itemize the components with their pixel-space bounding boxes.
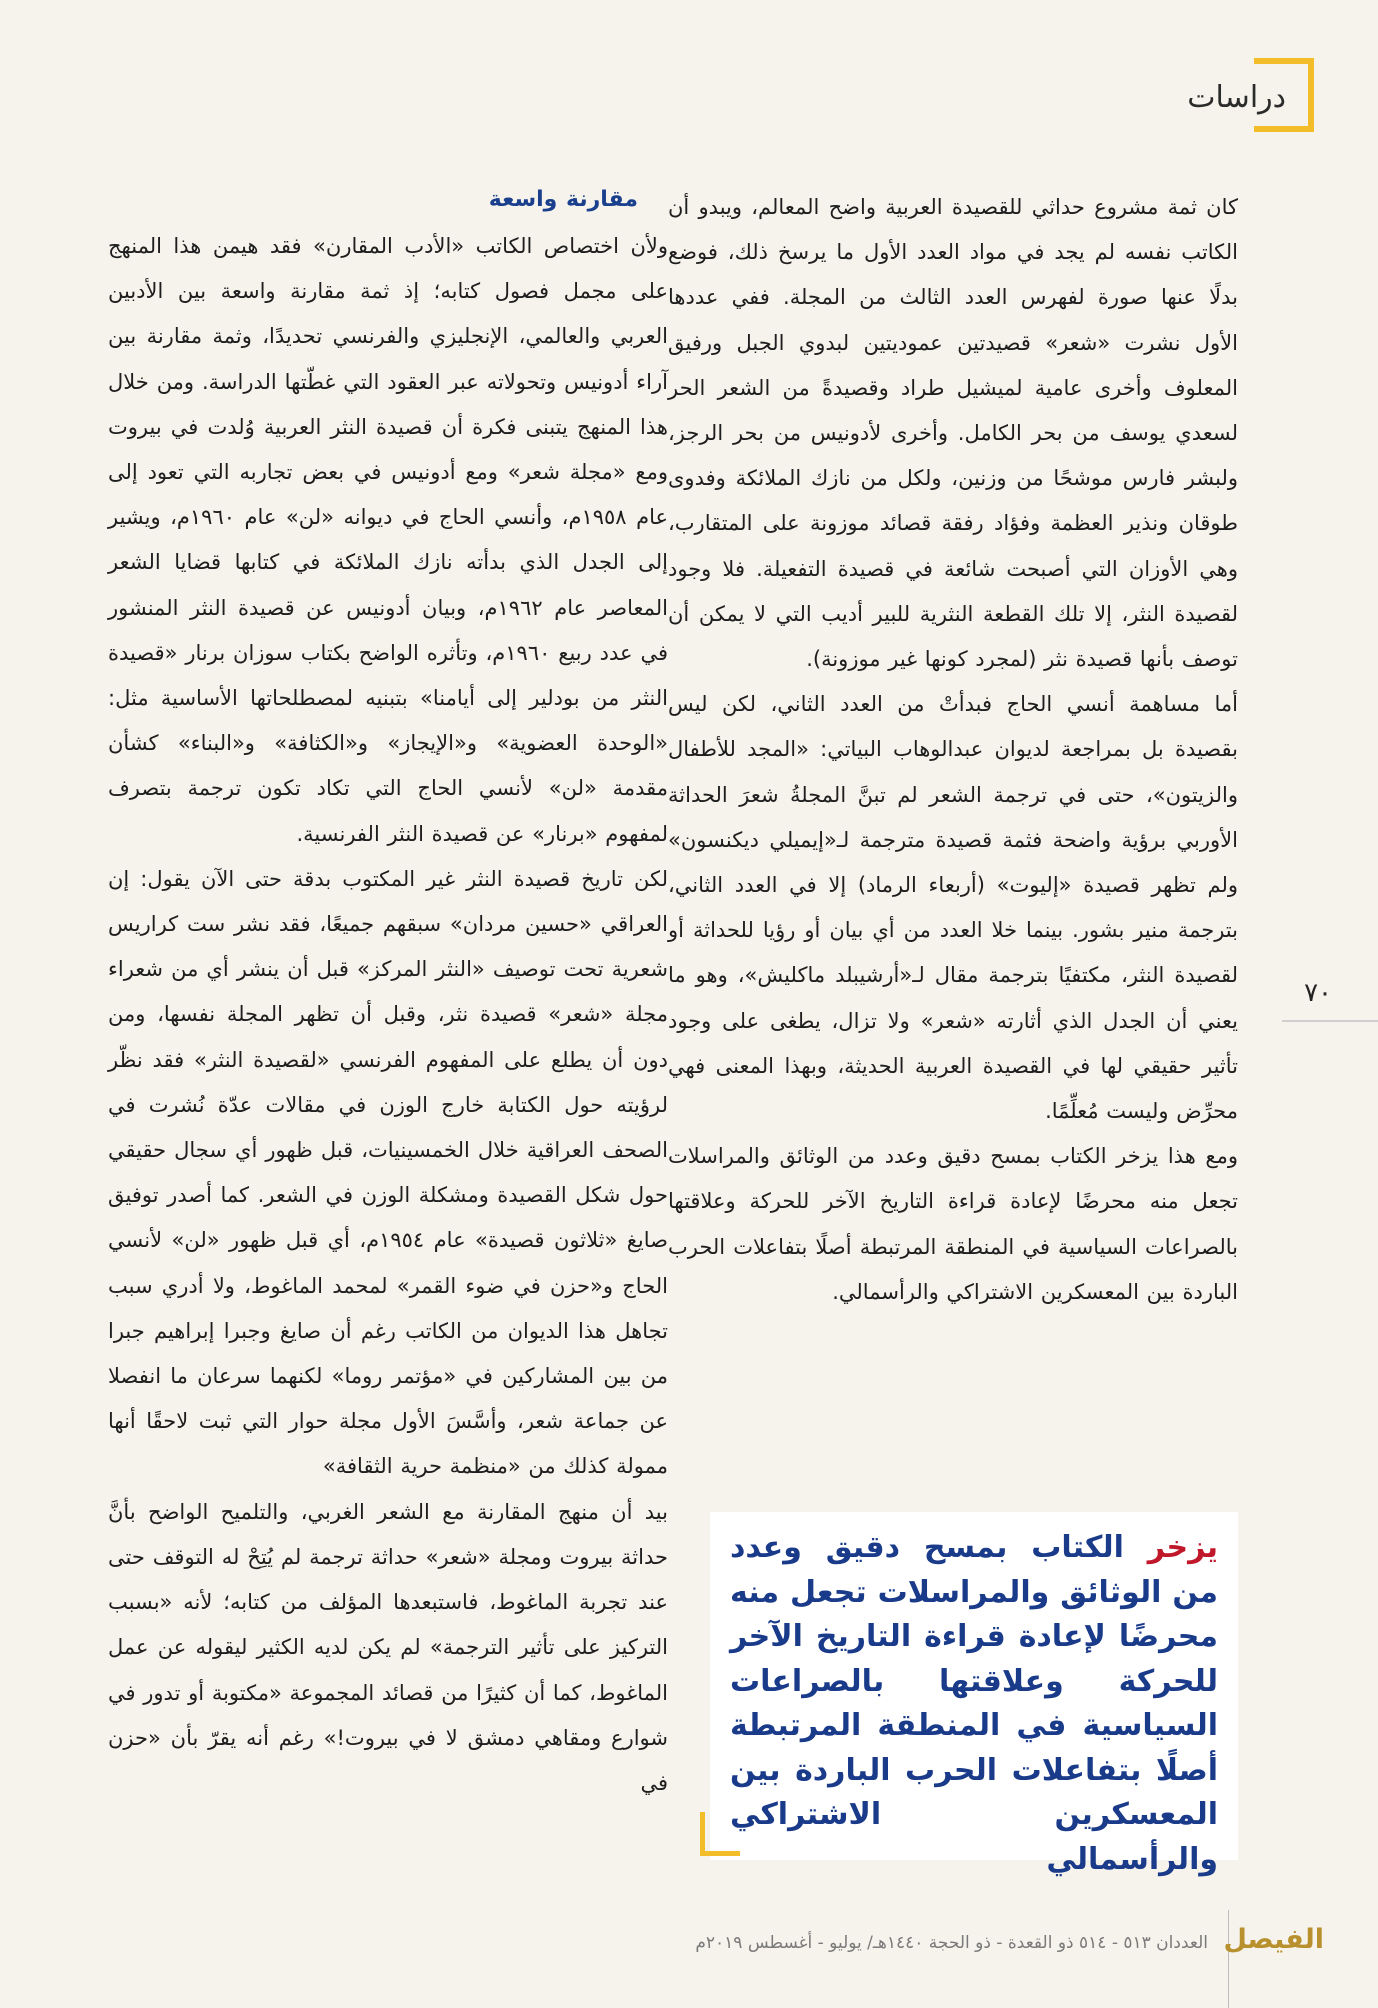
issue-info: العددان ٥١٣ - ٥١٤ ذو القعدة - ذو الحجة ١٤٤٠هـ/ يوليو - أغسطس ٢٠١٩م: [695, 1933, 1208, 1953]
left-column: [108, 176, 668, 1806]
pull-quote-corner: [700, 1812, 740, 1856]
pull-quote: [710, 1512, 1238, 1877]
page-number-rule: [1282, 1020, 1378, 1022]
paragraph: لكن تاريخ قصيدة النثر غير المكتوب بدقة حتى الآن يقول: إن العراقي «حسين مردان» سبقهم جميعًا، فقد نشر ست كراريس شعرية تحت توصيف «النثر المركز» قبل أن ينشر أي من شعراء مجلة «شعر» قصيدة نثر، وقبل أن تظهر المجلة نفسها، ومن دون أن يطلع على المفهوم الفرنسي «لقصيدة النثر» فقد نظّر لرؤيته حول الكتابة خارج الوزن في مقالات عدّة نُشرت في الصحف العراقية خلال الخمسينيات، قبل ظهور أي سجال حقيقي حول شكل القصيدة ومشكلة الوزن في الشعر. كما أصدر توفيق صايغ «ثلاثون قصيدة» عام ١٩٥٤م، أي قبل ظهور «لن» لأنسي الحاج و«حزن في ضوء القمر» لمحمد الماغوط، ولا أدري سبب تجاهل هذا الديوان من الكاتب رغم أن صايغ وجبرا إبراهيم جبرا من بين المشاركين في «مؤتمر روما» لكنهما سرعان ما انفصلا عن جماعة شعر، وأسَّسَ الأول مجلة حوار التي ثبت لاحقًا أنها ممولة كذلك من «منظمة حرية الثقافة»: [108, 866, 668, 1479]
pull-quote-text: الكتاب بمسح دقيق وعدد من الوثائق والمراسلات تجعل منه محرضًا لإعادة قراءة التاريخ الآخر للحركة وعلاقتها بالصراعات السياسية في المنطقة المرتبطة أصلًا بتفاعلات الحرب الباردة بين المعسكرين الاشتراكي والرأسمالي: [730, 1530, 1218, 1877]
pull-quote-lead: يزخر: [1147, 1530, 1218, 1565]
magazine-logo: الفيصل: [1223, 1924, 1324, 1955]
section-label: دراسات: [1187, 80, 1286, 115]
paragraph: بيد أن منهج المقارنة مع الشعر الغربي، والتلميح الواضح بأنَّ حداثة بيروت ومجلة «شعر» حداثة ترجمة لم يُتِحْ له التوقف حتى عند تجربة الماغوط، فاستبعدها المؤلف من كتابه؛ لأنه «بسبب التركيز على تأثير الترجمة» لم يكن لديه الكثير ليقوله عن عمل الماغوط، كما أن كثيرًا من قصائد المجموعة «مكتوبة أو تدور في شوارع ومقاهي دمشق لا في بيروت!» رغم أنه يقرّ بأن «حزن في: [108, 1499, 668, 1795]
page-number: ٧٠: [1304, 978, 1332, 1008]
subheading: مقارنة واسعة: [488, 187, 638, 212]
paragraph: أما مساهمة أنسي الحاج فبدأتْ من العدد الثاني، لكن ليس بقصيدة بل بمراجعة لديوان عبدالوهاب البياتي: «المجد للأطفال والزيتون»، حتى في ترجمة الشعر لم تبنَّ المجلةُ شعرَ الحداثة الأوربي برؤية واضحة فثمة قصيدة مترجمة لـ«إيميلي ديكنسون» ولم تظهر قصيدة «إليوت» (أربعاء الرماد) إلا في العدد الثاني، بترجمة منير بشور. بينما خلا العدد من أي بيان أو رؤيا للحداثة أو لقصيدة النثر، مكتفيًا بترجمة مقال لـ«أرشيبلد ماكليش»، وهو ما يعني أن الجدل الذي أثارته «شعر» ولا تزال، يطغى على وجود تأثير حقيقي لها في القصيدة العربية الحديثة، وبهذا المعنى فهي محرِّض وليست مُعلِّمًا.: [668, 692, 1238, 1124]
paragraph: ومع هذا يزخر الكتاب بمسح دقيق وعدد من الوثائق والمراسلات تجعل منه محرضًا لإعادة قراءة التاريخ الآخر للحركة وعلاقتها بالصراعات السياسية في المنطقة المرتبطة أصلًا بتفاعلات الحرب الباردة بين المعسكرين الاشتراكي والرأسمالي.: [668, 1144, 1238, 1304]
right-column: [668, 185, 1238, 1315]
paragraph: ولأن اختصاص الكاتب «الأدب المقارن» فقد هيمن هذا المنهج على مجمل فصول كتابه؛ إذ ثمة مقارنة واسعة بين الأدبين العربي والعالمي، الإنجليزي والفرنسي تحديدًا، وثمة مقارنة بين آراء أدونيس وتحولاته عبر العقود التي غطّتها الدراسة. ومن خلال هذا المنهج يتبنى فكرة أن قصيدة النثر العربية وُلدت في بيروت ومع «مجلة شعر» ومع أدونيس في بعض تجاربه التي تعود إلى عام ١٩٥٨م، وأنسي الحاج في ديوانه «لن» عام ١٩٦٠م، ويشير إلى الجدل الذي بدأته نازك الملائكة في كتابها قضايا الشعر المعاصر عام ١٩٦٢م، وبيان أدونيس عن قصيدة النثر المنشور في عدد ربيع ١٩٦٠م، وتأثره الواضح بكتاب سوزان برنار «قصيدة النثر من بودلير إلى أيامنا» بتبنيه لمصطلحاتها الأساسية مثل: «الوحدة العضوية» و«الإيجاز» و«الكثافة» و«البناء» كشأن مقدمة «لن» لأنسي الحاج التي تكاد تكون ترجمة بتصرف لمفهوم «برنار» عن قصيدة النثر الفرنسية.: [108, 234, 668, 846]
paragraph: كان ثمة مشروع حداثي للقصيدة العربية واضح المعالم، ويبدو أن الكاتب نفسه لم يجد في مواد العدد الأول ما يرسخ ذلك، فوضع بدلًا عنها صورة لفهرس العدد الثالث من المجلة. ففي عددها الأول نشرت «شعر» قصيدتين عموديتين لبدوي الجبل ورفيق المعلوف وأخرى عامية لميشيل طراد وقصيدةً من الشعر الحر لسعدي يوسف من بحر الكامل. وأخرى لأدونيس من بحر الرجز، ولبشر فارس موشحًا من وزنين، ولكل من نازك الملائكة وفدوى طوقان ونذير العظمة وفؤاد رفقة قصائد موزونة على المتقارب، وهي الأوزان التي أصبحت شائعة في قصيدة التفعيلة. فلا وجود لقصيدة النثر، إلا تلك القطعة النثرية للبير أديب التي لا يمكن أن توصف بأنها قصيدة نثر (لمجرد كونها غير موزونة).: [668, 195, 1238, 672]
